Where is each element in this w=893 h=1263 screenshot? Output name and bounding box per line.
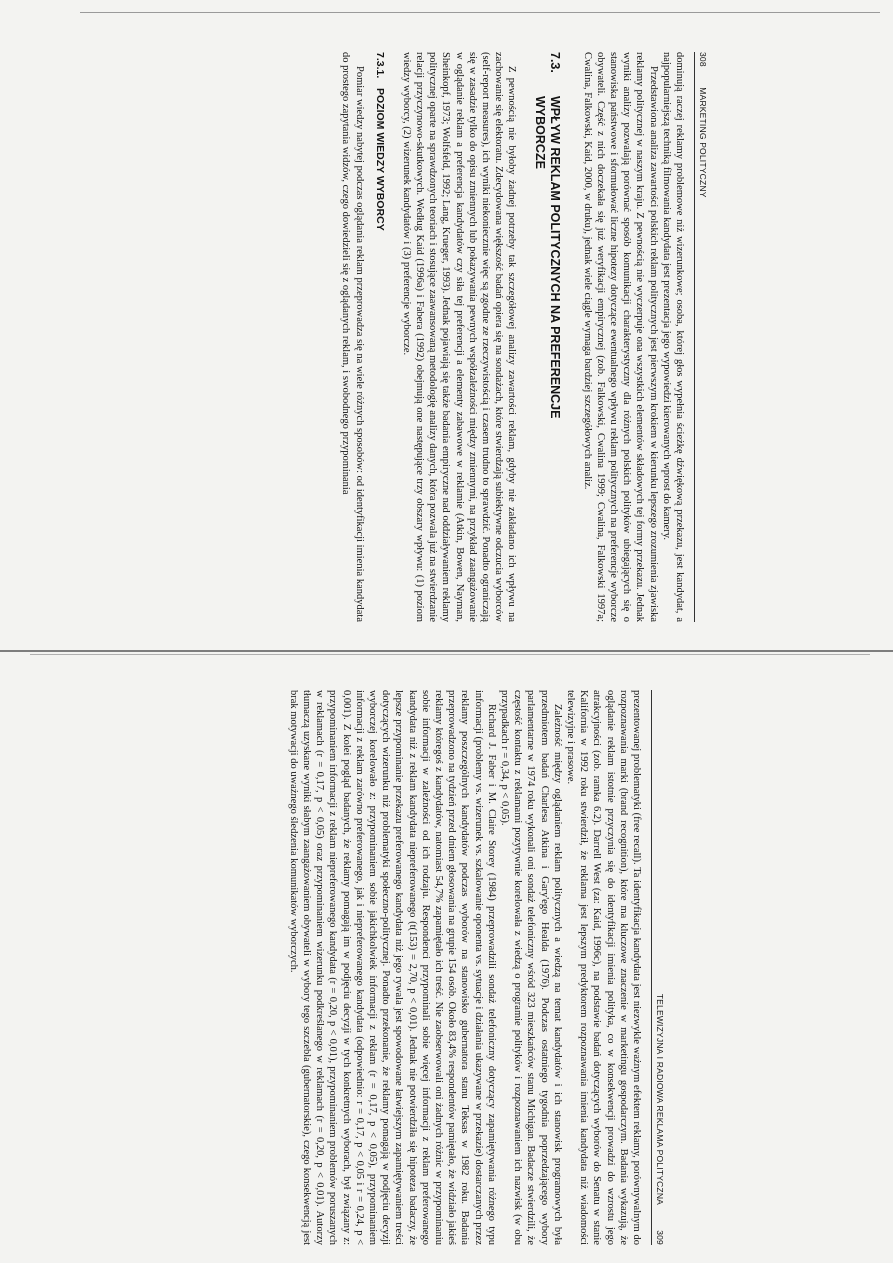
running-head-title: TELEWIZYJNA I RADIOWA REKLAMA POLITYCZNA [655,993,665,1205]
page-308-content [148,52,708,622]
paragraph: Richard J. Faber i M. Claire Storey (1984) przeprowadzili sondaż telefoniczny dotyczący zapamiętywania różnego typu informacji (problemy vs. wizerunek vs. szkalowanie oponenta vs. sytuacje i działania ukazywane w przekazie) dostarczanych przez reklamy poszczególnych kandydatów podczas wyborów na stanowisko gubernatora stanu Teksas w 1982 roku. Badania przeprowadzono na tydzień przed dniem głosowania na grupie 154 osób. Około 83,4% respondentów pamiętało, że widziało jakieś reklamy któregoś z kandydatów, natomiast 54,7% zapamiętało ich treść. Nie zaobserwowali oni żadnych różnic w przypominaniu sobie informacji w zależności od ich rodzaju. Respondenci przypominali sobie więcej informacji z reklam preferowanego kandydata niż z reklam kandydata niepreferowanego (t(153) = 2,70, p < 0,01). Jednak nie potwierdziła się hipoteza badaczy, że lepsze przypominanie przekazu preferowanego kandydata niż jego rywala jest spowodowane łatwiejszym zapamiętywaniem treści dotyczących wizerunku niż problematyki społeczno-politycznej. Ponadto przekonanie, że reklamy pomagają w podjęciu decyzji wyborczej korelowało z: przypominaniem sobie jakichkolwiek informacji z reklam (r = 0,17, p < 0,05), przypominaniem informacji z reklam zarówno preferowanego, jak i niepreferowanego kandydata (odpowiednio: r = 0,17, p < 0,05 i r = 0,24, p < 0,001). Z kolei pogląd badanych, że reklamy pomagają im w podjęciu decyzji w tych konkretnych wyborach, był związany z: przypominaniem informacji z reklam niepreferowanego kandydata (r = 0,20, p < 0,01), przypominaniem problemów poruszanych w reklamach (r = 0,17, p < 0,05) oraz przypominaniem wizerunku podkreślanego w reklamach (r = 0,20, p < 0,01). Autorzy tłumaczą uzyskane wyniki słabym zaangażowaniem obywateli w wybory tego szczebla (gubernatorskie), czego konsekwencją jest brak motywacji do uważnego śledzenia komunikatów wyborczych. [287,690,497,1245]
page-number-right [655,994,665,1245]
section-title-line2: WYBORCZE [533,96,548,169]
scan-edge-line [80,12,880,13]
paragraph: dominują raczej reklamy problemowe niż wizerunkowe; osoba, której głos wypełnia ścieżkę dźwiękową przekazu, jest kandydat, a najpopularniejszą techniką filmowania kandydata jest prezentacja jego wypowiedzi kierowanych wprost do kamery. [660,52,685,622]
section-heading [532,52,562,622]
paragraph: prezentowanej problematyki (free recall). Ta identyfikacja kandydata jest niezwykle ważnym efektem reklamy, porównywalnym do rozpoznawania marki (brand recognition), które ma kluczowe znaczenie w marketingu gospodarczym. Badania wykazują, że oglądanie reklam istotnie przyczynia się do identyfikacji imienia polityka, co w konsekwencji prowadzi do wzrostu jego atrakcyjności (zob. ramka 6.2). Darrell West (za: Kaid, 1996c), na podstawie badań dotyczących wyborów do Senatu w stanie Kalifornia w 1992 roku stwierdził, że reklama jest lepszym predyktorem rozpoznawania imienia kandydata niż wiadomości telewizyjne i prasowe. [564,690,642,1245]
subsection-title: POZIOM WIEDZY WYBORCY [373,88,386,231]
running-head [694,52,708,622]
section-number: 7.3. [548,52,563,73]
section-title-line1: WPŁYW REKLAM POLITYCZNYCH NA PREFERENCJE [548,96,563,419]
paragraph: Zależność między oglądaniem reklam politycznych a wiedzą na temat kandydatów i ich stanowisk programowych była przedmiotem badań Charlesa Atkina i Gary'ego Healda (1976). Podczas ostatniego tygodnia poprzedzającego wybory parlamentarne w 1974 roku wykonali oni sondaż telefoniczny wśród 323 mieszkańców stanu Michigan. Badacze stwierdzili, że częstość kontaktu z reklamami pozytywnie korelowała z wiedzą o programie polityków i rozpoznawaniem ich nazwisk (w obu przypadkach r = 0,34, p < 0,05). [498,690,563,1245]
page-309 [105,690,665,1245]
page-309-content [105,690,665,1245]
paragraph: Pomiar wiedzy nabytej podczas oglądania reklam przeprowadza się na wiele różnych sposobów: od identyfikacji imienia kandydata do prostego zapytania widzów, czego dowiedzieli się z oglądanych reklam, i swobodnego przypominania [340,52,365,622]
running-head [651,690,665,1245]
page-gutter-shadow [30,654,870,655]
paragraph: Przedstawiona analiza zawartości polskich reklam politycznych jest pierwszym krokiem w kierunku lepszego zrozumienia zjawiska reklamy politycznej w naszym kraju. Z pewnością nie wyczerpuje ona wszystkich elementów składowych tej formy przekazu. Jednak wyniki analizy pozwalają porównać sposób komunikacji charakterystyczny dla różnych polskich polityków ubiegających się o stanowiska państwowe i sformułować liczne hipotezy dotyczące ewentualnego wpływu reklam politycznych na preferencje wyborcze obywateli. Część z nich doczekała się już weryfikacji empirycznej (zob. Falkowski, Cwalina 1999; Cwalina, Falkowski 1997a; Cwalina, Falkowski, Kaid, 2000, w druku), jednak wiele ciągle wymaga bardziej szczegółowych analiz. [581,52,659,622]
page-number: 309 [655,1230,665,1245]
subsection-heading [374,52,386,622]
page-gutter [0,650,893,652]
paragraph: Z pewnością nie byłoby żadnej potrzeby tak szczegółowej analizy zawartości reklam, gdyby nie zakładano ich wpływu na zachowanie się elektoratu. Zdecydowana większość badań opiera się na sondażach, które stwierdzają subiektywne odczucia wyborców (self-report measures), ich wyniki niekoniecznie więc są zgodne ze rzeczywistością i czasem trudno to sprawdzić. Ponadto ograniczają się w zasadzie tylko do opisu zmiennych lub pokazywania pewnych współzależności między zmiennymi, na przykład zaangażowanie w oglądanie reklam a preferencja kandydatów czy siła tej preferencji a elementy zabawowe w reklamie (Atkin, Bowen, Nayman, Sheinkopf, 1973; Wolfsfeld, 1992; Lang, Krueger, 1993). Jednak pojawiają się także badania empiryczne nad oddziaływaniem reklamy politycznej oparte na sprawdzonych teoriach i stosujące zaawansowaną metodologię analizy danych, która pozwala już na stwierdzanie relacji przyczynowo-skutkowych. Według Kaid (1996a) i Fabera (1992) obejmują one następujące trzy obszary wpływu: (1) poziom wiedzy wyborcy, (2) wizerunek kandydatów i (3) preferencje wyborcze. [400,52,518,622]
page-number-left [698,52,708,198]
page-308 [148,52,708,622]
running-head-title: MARKETING POLITYCZNY [698,87,708,198]
subsection-number: 7.3.1. [373,52,386,79]
page-number: 308 [698,52,708,67]
